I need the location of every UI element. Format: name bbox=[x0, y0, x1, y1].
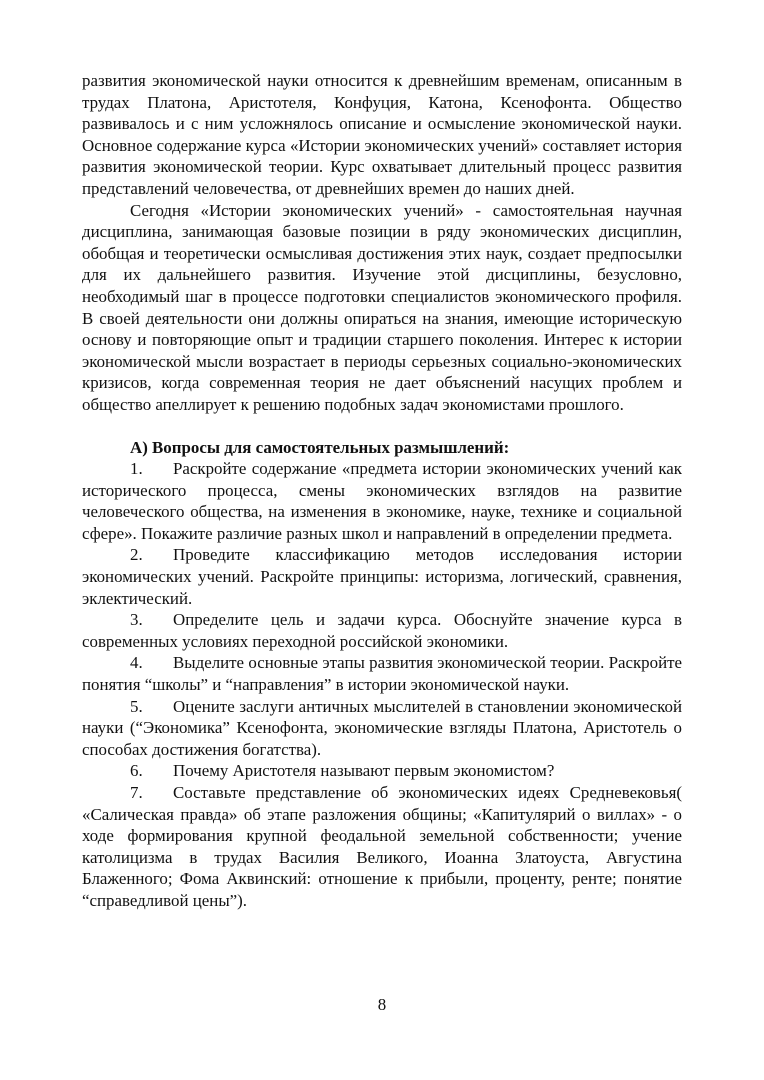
item-number: 4. bbox=[130, 653, 143, 673]
item-number: 1. bbox=[130, 459, 143, 479]
item-text: Проведите классификацию методов исследования истории экономических учений. Раскройте принципы: историзма, логический, сравнения, эклектический. bbox=[82, 545, 682, 608]
list-item bbox=[82, 696, 682, 761]
paragraph-intro-continued: развития экономической науки относится к древнейшим временам, описанным в трудах Платона, Аристотеля, Конфуция, Катона, Ксенофонта. Общество развивалось и с ним усложнялось описание и осмысление экономической науки. Основное содержание курса «Истории экономических учений» составляет история развития экономической теории. Курс охватывает длительный процесс развития представлений человечества, от древнейших времен до наших дней. bbox=[82, 71, 682, 198]
list-item bbox=[82, 652, 682, 695]
item-text: Почему Аристотеля называют первым экономистом? bbox=[173, 761, 555, 781]
item-number: 3. bbox=[130, 610, 143, 630]
questions-list bbox=[82, 458, 682, 911]
list-item bbox=[82, 782, 682, 912]
list-item bbox=[82, 544, 682, 609]
item-number: 6. bbox=[130, 761, 143, 781]
page-number: 8 bbox=[377, 995, 387, 1014]
section-heading: А) Вопросы для самостоятельных размышлений: bbox=[130, 437, 510, 457]
item-text: Оцените заслуги античных мыслителей в становлении экономической науки (“Экономика” Ксенофонта, экономические взгляды Платона, Аристотель о способах достижения богатства). bbox=[82, 696, 682, 759]
item-text: Определите цель и задачи курса. Обоснуйте значение курса в современных условиях переходной российской экономики. bbox=[82, 610, 682, 651]
item-number: 5. bbox=[130, 696, 143, 716]
list-item bbox=[82, 458, 682, 544]
list-item bbox=[82, 760, 682, 782]
list-item bbox=[82, 609, 682, 652]
item-text: Раскройте содержание «предмета истории экономических учений как исторического процесса, смены экономических взглядов на развитие человеческого общества, на изменения в экономике, науке, технике и социальной сфере». Покажите различие разных школ и направлений в определении предмета. bbox=[82, 459, 682, 543]
item-text: Выделите основные этапы развития экономической теории. Раскройте понятия “школы” и “направления” в истории экономической науки. bbox=[82, 653, 682, 695]
item-number: 2. bbox=[130, 545, 143, 565]
item-text: Составьте представление об экономических идеях Средневековья( «Салическая правда» об этапе разложения общины; «Капитулярий о виллах» - о ходе формирования крупной феодальной земельной собственности; учение католицизма в трудах Василия Великого, Иоанна Златоуста, Августина Блаженного; Фома Аквинский: отношение к прибыли, проценту, ренте; понятие “справедливой цены”). bbox=[82, 783, 682, 910]
item-number: 7. bbox=[130, 783, 143, 802]
paragraph-discipline: Сегодня «Истории экономических учений» - самостоятельная научная дисциплина, занимающая базовые позиции в ряду экономических дисциплин, обобщая и теоретически осмысливая достижения этих наук, создает предпосылки для их дальнейшего развития. Изучение этой дисциплины, безусловно, необходимый шаг в процессе подготовки специалистов экономического профиля. В своей деятельности они должны опираться на знания, имеющие историческую основу и повторяющие опыт и традиции старшего поколения. Интерес к истории экономической мысли возрастает в периоды серьезных социально-экономических кризисов, когда современная теория не дает объяснений насущих проблем и общество апеллирует к решению подобных задач экономистами прошлого. bbox=[82, 200, 682, 414]
